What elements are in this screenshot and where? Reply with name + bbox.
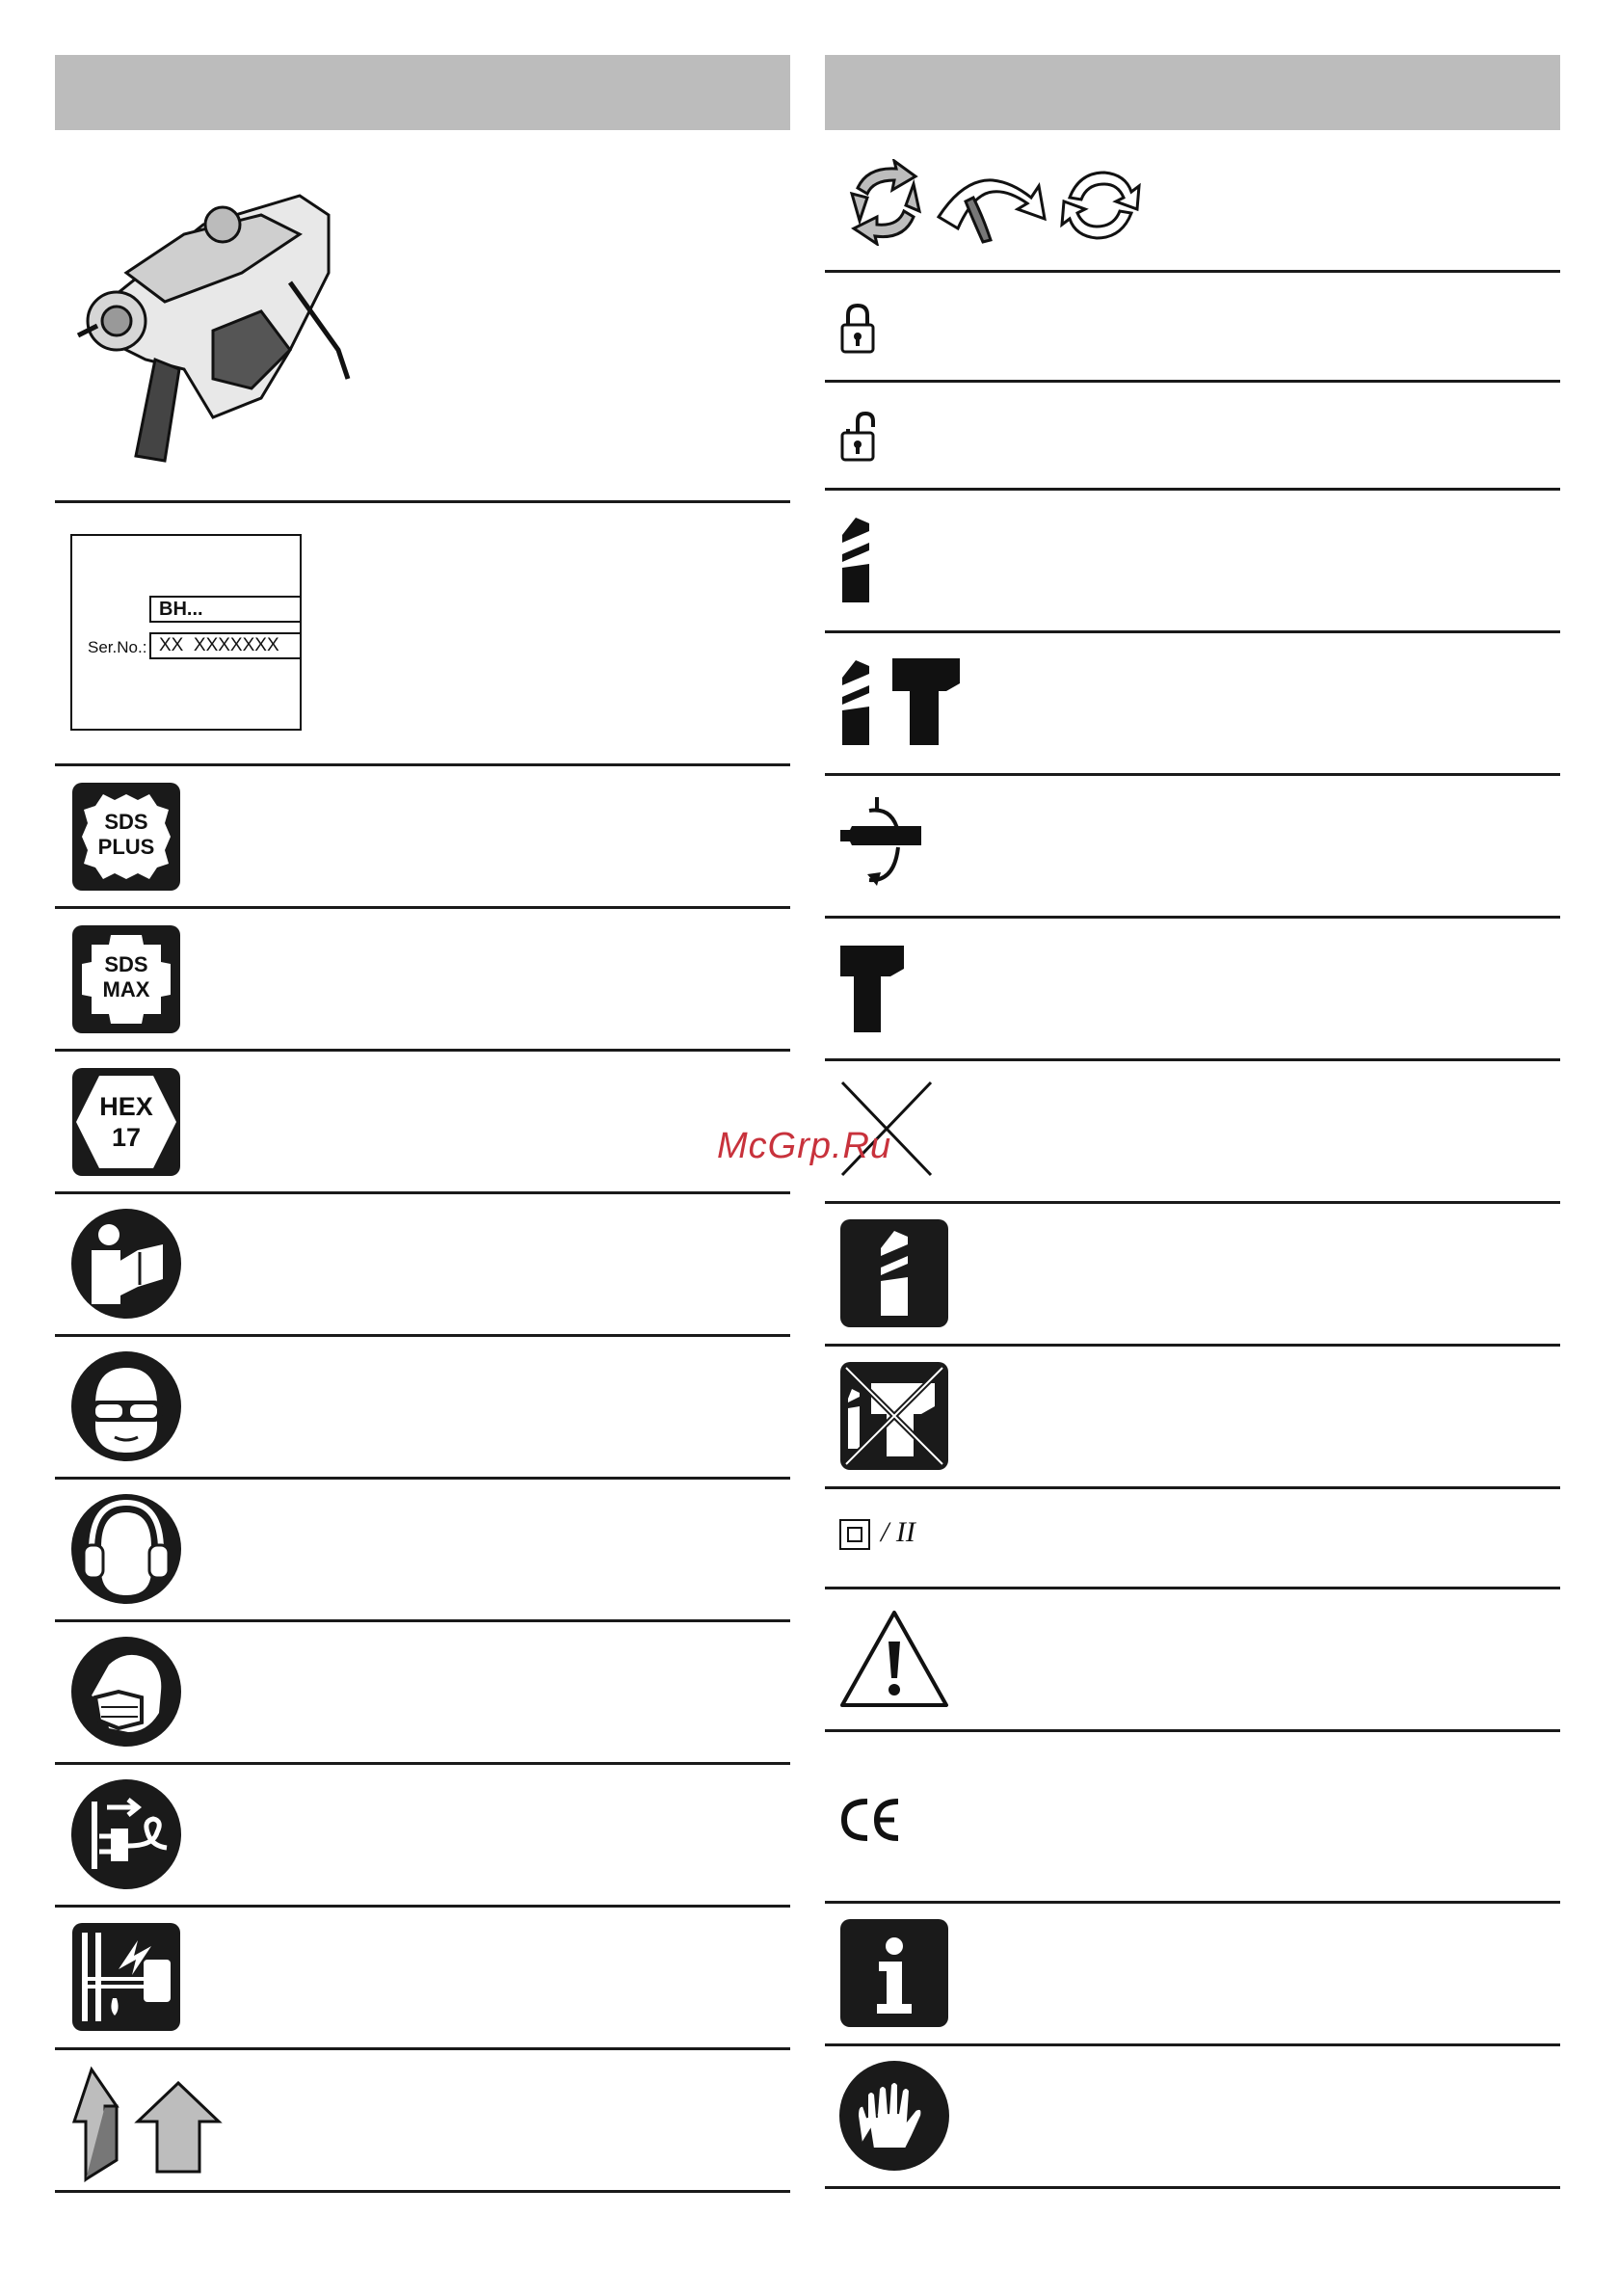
sds-plus-badge [70, 781, 182, 893]
protection-class-row [825, 1489, 1560, 1589]
read-manual-row [55, 1194, 790, 1337]
rating-plate-row [55, 503, 790, 766]
unlock-icon [838, 410, 877, 464]
hex17-text-2: 17 [111, 1123, 142, 1152]
hex17-text-1: HEX [99, 1092, 153, 1121]
unplug-icon [70, 1778, 182, 1890]
drill-row [825, 491, 1560, 633]
drill-mode-row [825, 1204, 1560, 1347]
chisel-hammer-row [825, 919, 1560, 1061]
sds-plus-row [55, 766, 790, 909]
sds-max-badge [70, 923, 182, 1035]
upward-arrows-row [55, 2050, 790, 2193]
rotation-row [825, 130, 1560, 273]
lock-icon [838, 302, 877, 356]
left-header-bar [55, 55, 790, 130]
rotation-stop-icon [838, 793, 925, 899]
rotation-direction-icons [838, 159, 1147, 246]
right-header-bar [825, 55, 1560, 130]
upward-arrows-icon [68, 2064, 232, 2183]
product-row [55, 130, 790, 503]
read-manual-icon [70, 1208, 182, 1320]
protection-class-icon [838, 1518, 871, 1551]
ear-protection-row [55, 1480, 790, 1622]
dust-mask-row [55, 1622, 790, 1765]
eye-protection-icon [70, 1350, 182, 1462]
unlock-row [825, 383, 1560, 491]
no-hammer-badge [838, 1360, 950, 1472]
eye-protection-row [55, 1337, 790, 1480]
sds-plus-text-2: PLUS [97, 835, 155, 859]
no-hammer-row [825, 1347, 1560, 1489]
unplug-row [55, 1765, 790, 1908]
ce-row [825, 1732, 1560, 1904]
ear-protection-icon [70, 1493, 182, 1605]
sds-plus-text-1: SDS [104, 810, 148, 834]
drill-icon [838, 514, 873, 606]
hammer-drill-icon [838, 656, 964, 749]
watermark: McGrp.Ru [717, 1126, 892, 1166]
rating-plate-serial-value: XX XXXXXXX [149, 632, 302, 659]
warning-triangle-icon [838, 1609, 950, 1709]
gloves-row [825, 2046, 1560, 2189]
lock-row [825, 273, 1560, 383]
sds-max-text-2: MAX [102, 977, 150, 1001]
info-icon [838, 1917, 950, 2029]
hex17-badge [70, 1066, 182, 1178]
ce-mark-icon [838, 1796, 906, 1844]
drill-mode-badge [838, 1217, 950, 1329]
protection-class-label: / II [881, 1516, 915, 1548]
rotary-hammer-illustration [68, 157, 386, 475]
rating-plate [70, 534, 302, 731]
sds-max-row [55, 909, 790, 1052]
hex17-row [55, 1052, 790, 1194]
rating-plate-model: BH... [149, 596, 302, 623]
chisel-hammer-icon [838, 944, 906, 1034]
info-row [825, 1904, 1560, 2046]
hammer-drill-row [825, 633, 1560, 776]
hidden-cables-row [55, 1908, 790, 2050]
rating-plate-serial-label: Ser.No.: [88, 638, 147, 656]
sds-max-text-1: SDS [104, 952, 148, 976]
not-allowed-row [825, 1061, 1560, 1204]
warning-row [825, 1589, 1560, 1732]
gloves-icon [838, 2060, 950, 2172]
hidden-cables-icon [70, 1921, 182, 2033]
rotation-stop-row [825, 776, 1560, 919]
dust-mask-icon [70, 1636, 182, 1748]
